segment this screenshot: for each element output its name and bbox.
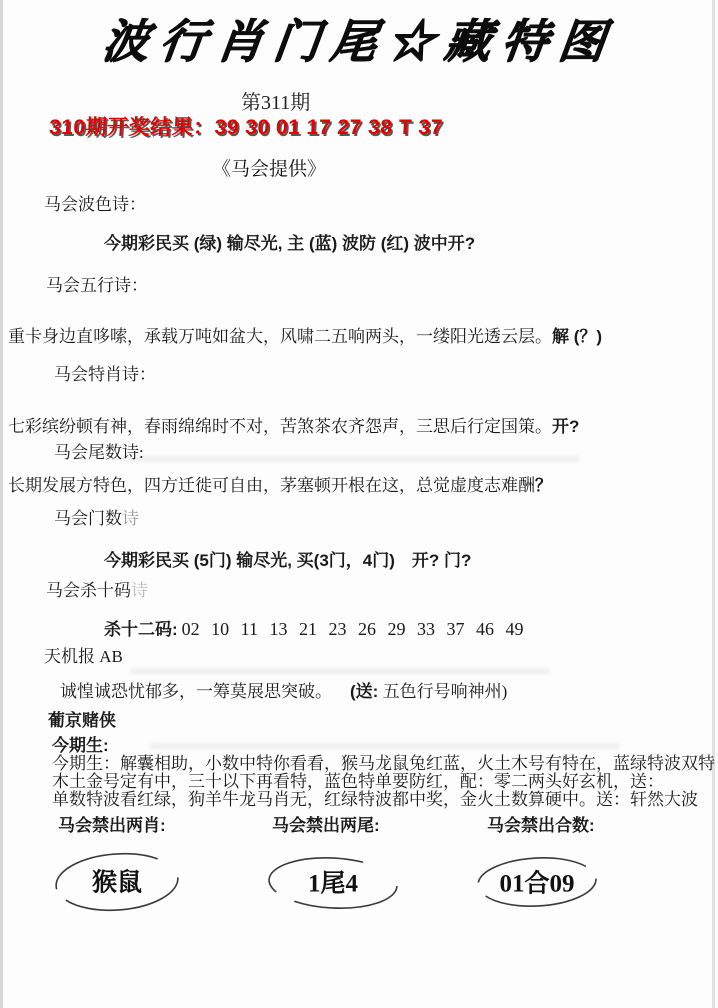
weishu-poem <box>8 476 552 496</box>
forbidden-zodiac-value: 猴鼠 <box>91 869 142 897</box>
issue-number: 第311期 <box>241 92 311 114</box>
texiao-poem <box>8 417 579 437</box>
forbidden-tail-oval <box>266 855 400 911</box>
shama-label-faded: 诗 <box>131 581 148 600</box>
weishu-answer: ？ <box>535 476 552 495</box>
scan-smudge <box>120 456 580 462</box>
tianji-gift-text: 五色行号响神州) <box>382 682 508 701</box>
scan-smudge <box>150 743 620 749</box>
shama-label-text: 马会杀十码 <box>46 581 131 600</box>
forbidden-sum-oval <box>475 855 599 910</box>
scan-edge-right <box>712 0 715 1008</box>
jinqisheng-label: 今期生: <box>52 736 109 755</box>
section-label-wuxing: 马会五行诗： <box>46 276 148 295</box>
sha12-numbers: 02 10 11 13 21 23 26 29 33 37 46 49 <box>181 619 524 639</box>
forbidden-tail-label: 马会禁出两尾: <box>272 816 380 835</box>
scan-smudge <box>130 668 550 674</box>
pujing-paragraph-line3: 单数特波看红绿，狗羊牛龙马肖无，红绿特波都中奖，金火土数算硬中。送：轩然大波 <box>52 790 698 809</box>
forbidden-zodiac-label: 马会禁出两肖: <box>58 816 166 835</box>
sha12-line <box>104 619 524 640</box>
section-label-pujing: 葡京赌侠 <box>48 711 116 730</box>
menshu-line: 今期彩民买 (5门) 输尽光, 买(3门，4门) 开? 门? <box>104 551 472 570</box>
bose-line: 今期彩民买 (绿) 输尽光, 主 (蓝) 波防 (红) 波中开? <box>104 234 476 253</box>
pujing-paragraph-line2: 木土金号定有中，三十以下再看特，蓝色特单要防红，配：零二两头好玄机，送： <box>52 772 664 791</box>
section-label-menshu <box>54 509 139 529</box>
section-label-tianji: 天机报 AB <box>44 647 123 666</box>
sha12-label: 杀十二码: <box>104 620 178 639</box>
section-label-texiao: 马会特肖诗： <box>54 365 156 384</box>
section-label-bose: 马会波色诗： <box>44 195 146 214</box>
wuxing-poem <box>8 327 602 347</box>
forbidden-tail-value: 1尾4 <box>307 870 358 898</box>
tianji-poem <box>60 682 507 702</box>
texiao-poem-text: 七彩缤纷顿有神，春雨绵绵时不对，苦煞茶农齐怨声，三思后行定国策。 <box>8 417 552 436</box>
section-label-shama <box>46 581 148 601</box>
tianji-poem-text: 诚惶诚恐忧郁多，一筹莫展思突破。 <box>60 682 332 701</box>
weishu-poem-text: 长期发展方特色，四方迁徙可自由，茅塞顿开根在这，总觉虚度志难酬 <box>8 476 535 495</box>
menshu-label-faded: 诗 <box>122 509 139 528</box>
wuxing-poem-text: 重卡身边直哆嗦，承载万吨如盆大，风啸二五响两头，一缕阳光透云层。 <box>8 327 552 346</box>
forbidden-sum-label: 马会禁出合数: <box>487 816 595 835</box>
pujing-paragraph-line1: 今期生：解囊相助，小数中特你看看，猴马龙鼠兔红蓝，火土木号有特在，蓝绿特波双特 <box>52 754 715 773</box>
provider-line: 《马会提供》 <box>212 159 327 180</box>
scan-edge-left <box>0 0 3 1008</box>
page-title: 波行肖门尾☆藏特图 <box>99 16 619 67</box>
section-label-weishu: 马会尾数诗: <box>54 443 144 462</box>
texiao-answer: 开? <box>552 417 580 436</box>
wuxing-answer: 解 (？) <box>552 327 603 346</box>
menshu-label-text: 马会门数 <box>54 509 122 528</box>
forbidden-zodiac-oval <box>52 851 182 913</box>
forbidden-sum-value: 01合09 <box>499 870 575 898</box>
previous-draw-result: 310期开奖结果：39 30 01 17 27 38 T 37 <box>48 116 444 139</box>
tianji-gift-bold: (送: <box>350 682 379 701</box>
